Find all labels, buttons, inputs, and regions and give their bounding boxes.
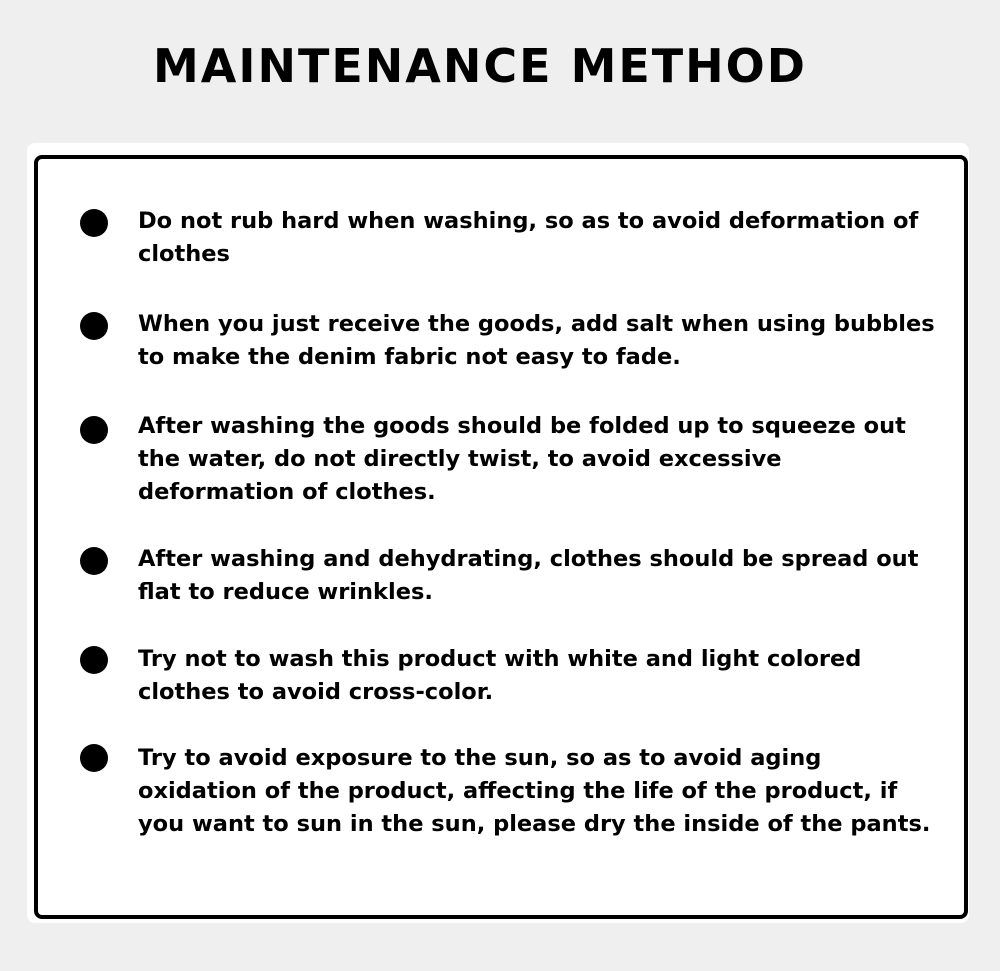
list-item-text: Do not rub hard when washing, so as to avoid deformation of clothes [138, 208, 919, 267]
maintenance-card [34, 155, 968, 919]
list-item-text: After washing the goods should be folded up to squeeze out the water, do not directly twist, to avoid excessive deformation of clothes. [138, 413, 906, 505]
bullet-icon [80, 416, 108, 444]
list-item-text: Try to avoid exposure to the sun, so as to avoid aging oxidation of the product, affecting the life of the product, if you want to sun in the sun, please dry the inside of the pants. [138, 745, 931, 837]
list-item-text: When you just receive the goods, add salt when using bubbles to make the denim fabric not easy to fade. [138, 311, 935, 370]
bullet-icon [80, 312, 108, 340]
bullet-icon [80, 646, 108, 674]
bullet-icon [80, 547, 108, 575]
page-title: MAINTENANCE METHOD [153, 39, 807, 93]
list-item-text: After washing and dehydrating, clothes should be spread out flat to reduce wrinkles. [138, 546, 919, 605]
bullet-icon [80, 209, 108, 237]
list-item-text: Try not to wash this product with white and light colored clothes to avoid cross-color. [138, 646, 862, 705]
bullet-icon [80, 744, 108, 772]
